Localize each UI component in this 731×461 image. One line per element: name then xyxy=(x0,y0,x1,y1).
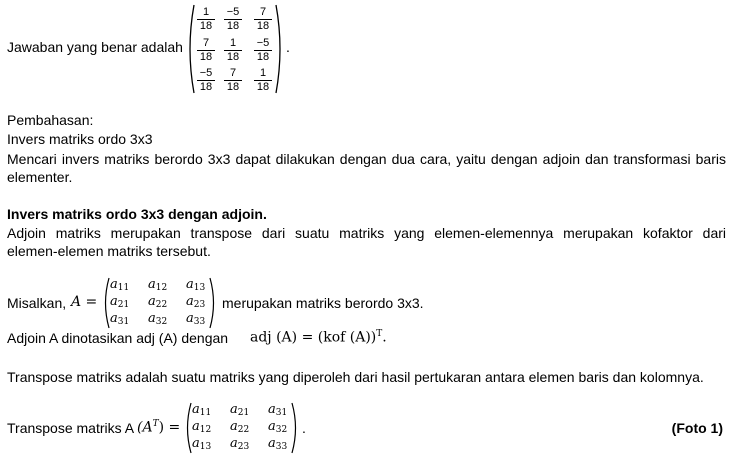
fraction-cell xyxy=(224,7,242,32)
misalkan-var: A = xyxy=(71,294,98,310)
adjoin-line-2: elemen-elemen matriks tersebut. xyxy=(7,243,211,259)
matrix-element: $a_{13}$ xyxy=(192,436,212,452)
discussion-subtitle: Invers matriks ordo 3x3 xyxy=(7,131,153,147)
matrix-element: $a_{12}$ xyxy=(192,419,212,435)
fraction-denominator: 18 xyxy=(256,81,270,93)
fraction-cell xyxy=(197,7,215,32)
matrix-element: $a_{22}$ xyxy=(230,419,250,435)
transpose-end: . xyxy=(302,420,306,436)
fraction-cell xyxy=(197,68,215,93)
fraction-numerator: −5 xyxy=(224,7,242,20)
fraction-numerator: 1 xyxy=(197,7,215,20)
matrix-element: $a_{12}$ xyxy=(148,277,168,293)
transpose-var: $(A^T)$ = xyxy=(137,419,181,436)
fraction-denominator: 18 xyxy=(256,20,270,32)
answer-suffix: . xyxy=(286,39,290,55)
matrix-a xyxy=(102,277,220,329)
intro-line-1: Mencari invers matriks berordo 3x3 dapat dilakukan dengan dua cara, yaitu dengan adjoin dan transformasi baris xyxy=(7,151,726,167)
adjoin-def-text: Adjoin A dinotasikan adj (A) dengan xyxy=(7,330,229,346)
fraction-cell xyxy=(254,38,272,63)
fraction-cell xyxy=(254,68,272,93)
transpose-definition: Transpose matriks adalah suatu matriks yang diperoleh dari hasil pertukaran antara elemen baris dan kolomnya. xyxy=(7,369,704,385)
fraction-numerator: 1 xyxy=(224,38,242,51)
matrix-element: $a_{33}$ xyxy=(268,436,288,452)
matrix-element: $a_{21}$ xyxy=(230,402,250,418)
fraction-denominator: 18 xyxy=(226,81,240,93)
fraction-denominator: 18 xyxy=(226,20,240,32)
fraction-cell xyxy=(224,38,242,63)
matrix-element: $a_{11}$ xyxy=(110,277,130,293)
transpose-prefix: Transpose matriks A xyxy=(7,420,135,436)
fraction-cell xyxy=(224,68,242,93)
matrix-element: $a_{21}$ xyxy=(110,294,130,310)
fraction-numerator: 7 xyxy=(254,7,272,20)
fraction-denominator: 18 xyxy=(199,51,213,63)
matrix-element: $a_{13}$ xyxy=(186,277,206,293)
matrix-element: $a_{33}$ xyxy=(186,311,206,327)
fraction-denominator: 18 xyxy=(199,20,213,32)
matrix-element: $a_{31}$ xyxy=(110,311,130,327)
fraction-numerator: −5 xyxy=(197,68,215,81)
misalkan-prefix: Misalkan, xyxy=(7,295,67,311)
matrix-element: $a_{31}$ xyxy=(268,402,288,418)
fraction-cell xyxy=(197,38,215,63)
matrix-element: $a_{32}$ xyxy=(268,419,288,435)
right-paren-icon xyxy=(290,402,299,454)
fraction-denominator: 18 xyxy=(226,51,240,63)
answer-matrix xyxy=(186,4,286,94)
right-paren-icon xyxy=(274,4,284,94)
adjoin-def-formula: adj (A) = (kof (A))$^T$. xyxy=(250,329,387,346)
answer-prefix: Jawaban yang benar adalah xyxy=(7,39,183,55)
matrix-a-transpose xyxy=(184,402,302,454)
photo-label: (Foto 1) xyxy=(671,420,723,436)
fraction-denominator: 18 xyxy=(199,81,213,93)
fraction-cell xyxy=(254,7,272,32)
fraction-numerator: 7 xyxy=(197,38,215,51)
fraction-numerator: −5 xyxy=(254,38,272,51)
fraction-numerator: 7 xyxy=(224,68,242,81)
matrix-element: $a_{32}$ xyxy=(148,311,168,327)
discussion-heading: Pembahasan: xyxy=(7,112,94,128)
fraction-denominator: 18 xyxy=(256,51,270,63)
matrix-element: $a_{23}$ xyxy=(186,294,206,310)
misalkan-suffix: merupakan matriks berordo 3x3. xyxy=(222,295,424,311)
matrix-element: $a_{22}$ xyxy=(148,294,168,310)
fraction-numerator: 1 xyxy=(254,68,272,81)
matrix-element: $a_{23}$ xyxy=(230,436,250,452)
left-paren-icon xyxy=(186,4,196,94)
right-paren-icon xyxy=(208,277,217,329)
adjoin-line-1: Adjoin matriks merupakan transpose dari suatu matriks yang elemen-elemennya merupakan kofaktor dari xyxy=(7,225,726,241)
intro-line-2: elementer. xyxy=(7,169,73,185)
section-title: Invers matriks ordo 3x3 dengan adjoin. xyxy=(7,206,267,222)
matrix-element: $a_{11}$ xyxy=(192,402,212,418)
